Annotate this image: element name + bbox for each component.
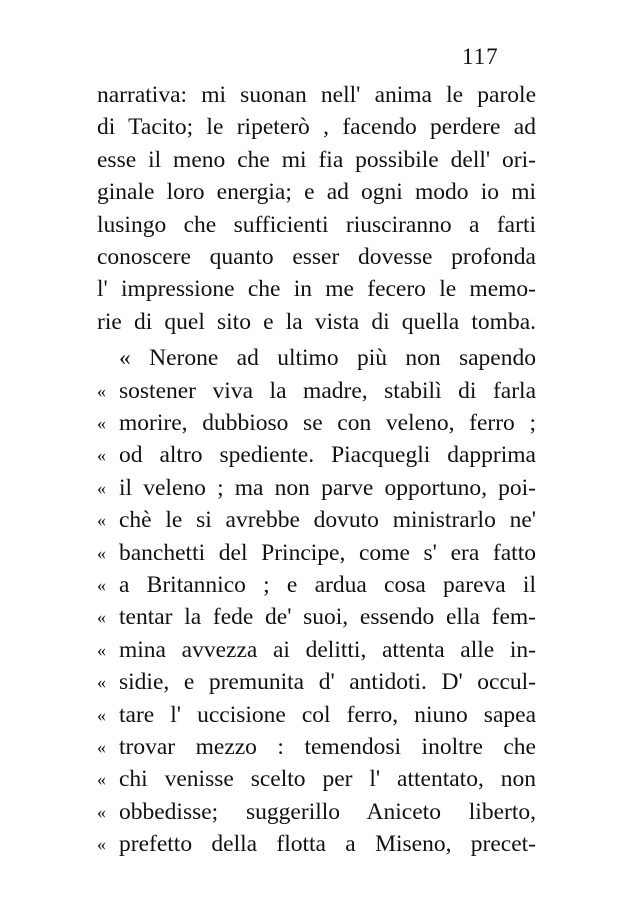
text-line [97, 473, 536, 503]
line-text: sidie, e premunita d' antidoti. D' occul- [119, 669, 536, 696]
text-line [97, 602, 536, 632]
text-line [97, 376, 536, 406]
text-line [97, 408, 536, 438]
line-text: chi venisse scelto per l' attentato, non [119, 766, 536, 793]
text-line [97, 764, 536, 794]
quote-mark: « [97, 639, 106, 660]
line-text: ginale loro energia; e ad ogni modo io mi [97, 179, 536, 206]
text-line [97, 343, 536, 373]
line-text: narrativa: mi suonan nell' anima le parole [97, 82, 536, 108]
line-text: morire, dubbioso se con veleno, ferro ; [119, 410, 536, 436]
quote-mark: « [97, 542, 106, 563]
quote-mark: « [97, 413, 106, 433]
quote-mark: « [97, 380, 106, 401]
line-text: conoscere quanto esser dovesse profonda [97, 244, 536, 270]
text-line [97, 177, 536, 207]
line-text: di Tacito; le ripeterò , facendo perdere ad [97, 114, 536, 141]
line-text: lusingo che sufficienti riusciranno a farti [97, 211, 536, 238]
line-text: chè le si avrebbe dovuto ministrarlo ne' [119, 507, 536, 534]
line-text: prefetto della flotta a Miseno, precet- [119, 831, 536, 858]
line-text: sostener viva la madre, stabilì di farla [119, 377, 536, 404]
line-text: mina avvezza ai delitti, attenta alle in- [119, 636, 536, 663]
text-line [97, 274, 536, 304]
quote-mark: « [97, 834, 106, 855]
text-line [97, 210, 536, 240]
quote-mark: « [97, 445, 106, 466]
line-text: « Nerone ad ultimo più non sapendo [119, 345, 536, 372]
quote-mark: « [97, 737, 106, 757]
line-text: a Britannico ; e ardua cosa pareva il [119, 572, 536, 598]
quote-mark: « [97, 704, 106, 725]
quote-mark: « [97, 477, 106, 498]
text-line [97, 797, 536, 827]
quote-mark: « [97, 672, 106, 693]
text-line [97, 145, 536, 175]
line-text: esse il meno che mi fia possibile dell' ori- [97, 146, 536, 173]
quote-mark: « [97, 575, 106, 595]
text-line [97, 440, 536, 470]
line-text: tare l' uccisione col ferro, niuno sapea [119, 701, 536, 728]
line-text: trovar mezzo : temendosi inoltre che [119, 734, 536, 760]
line-text: rie di quel sito e la vista di quella tomba. [97, 308, 536, 335]
quote-mark: « [97, 769, 106, 790]
quote-mark: « [97, 801, 106, 822]
quote-mark: « [97, 510, 106, 531]
line-text: l' impressione che in me fecero le memo- [97, 276, 536, 303]
line-text: obbedisse; suggerillo Aniceto liberto, [119, 798, 536, 825]
text-line [97, 635, 536, 665]
text-line [97, 242, 536, 272]
line-text: il veleno ; ma non parve opportuno, poi- [119, 474, 536, 501]
line-text: od altro spediente. Piacquegli dapprima [119, 442, 536, 469]
line-text: banchetti del Principe, come s' era fatto [119, 539, 536, 566]
text-line [97, 829, 536, 859]
text-line [97, 538, 536, 568]
text-line [97, 732, 536, 762]
text-line [97, 667, 536, 697]
text-line [97, 570, 536, 600]
text-line [97, 307, 536, 337]
line-text: tentar la fede de' suoi, essendo ella fem- [119, 604, 536, 631]
text-line [97, 700, 536, 730]
page-number: 117 [462, 44, 499, 69]
text-line [97, 80, 536, 110]
quote-mark: « [97, 607, 106, 628]
text-line [97, 112, 536, 142]
text-line [97, 505, 536, 535]
